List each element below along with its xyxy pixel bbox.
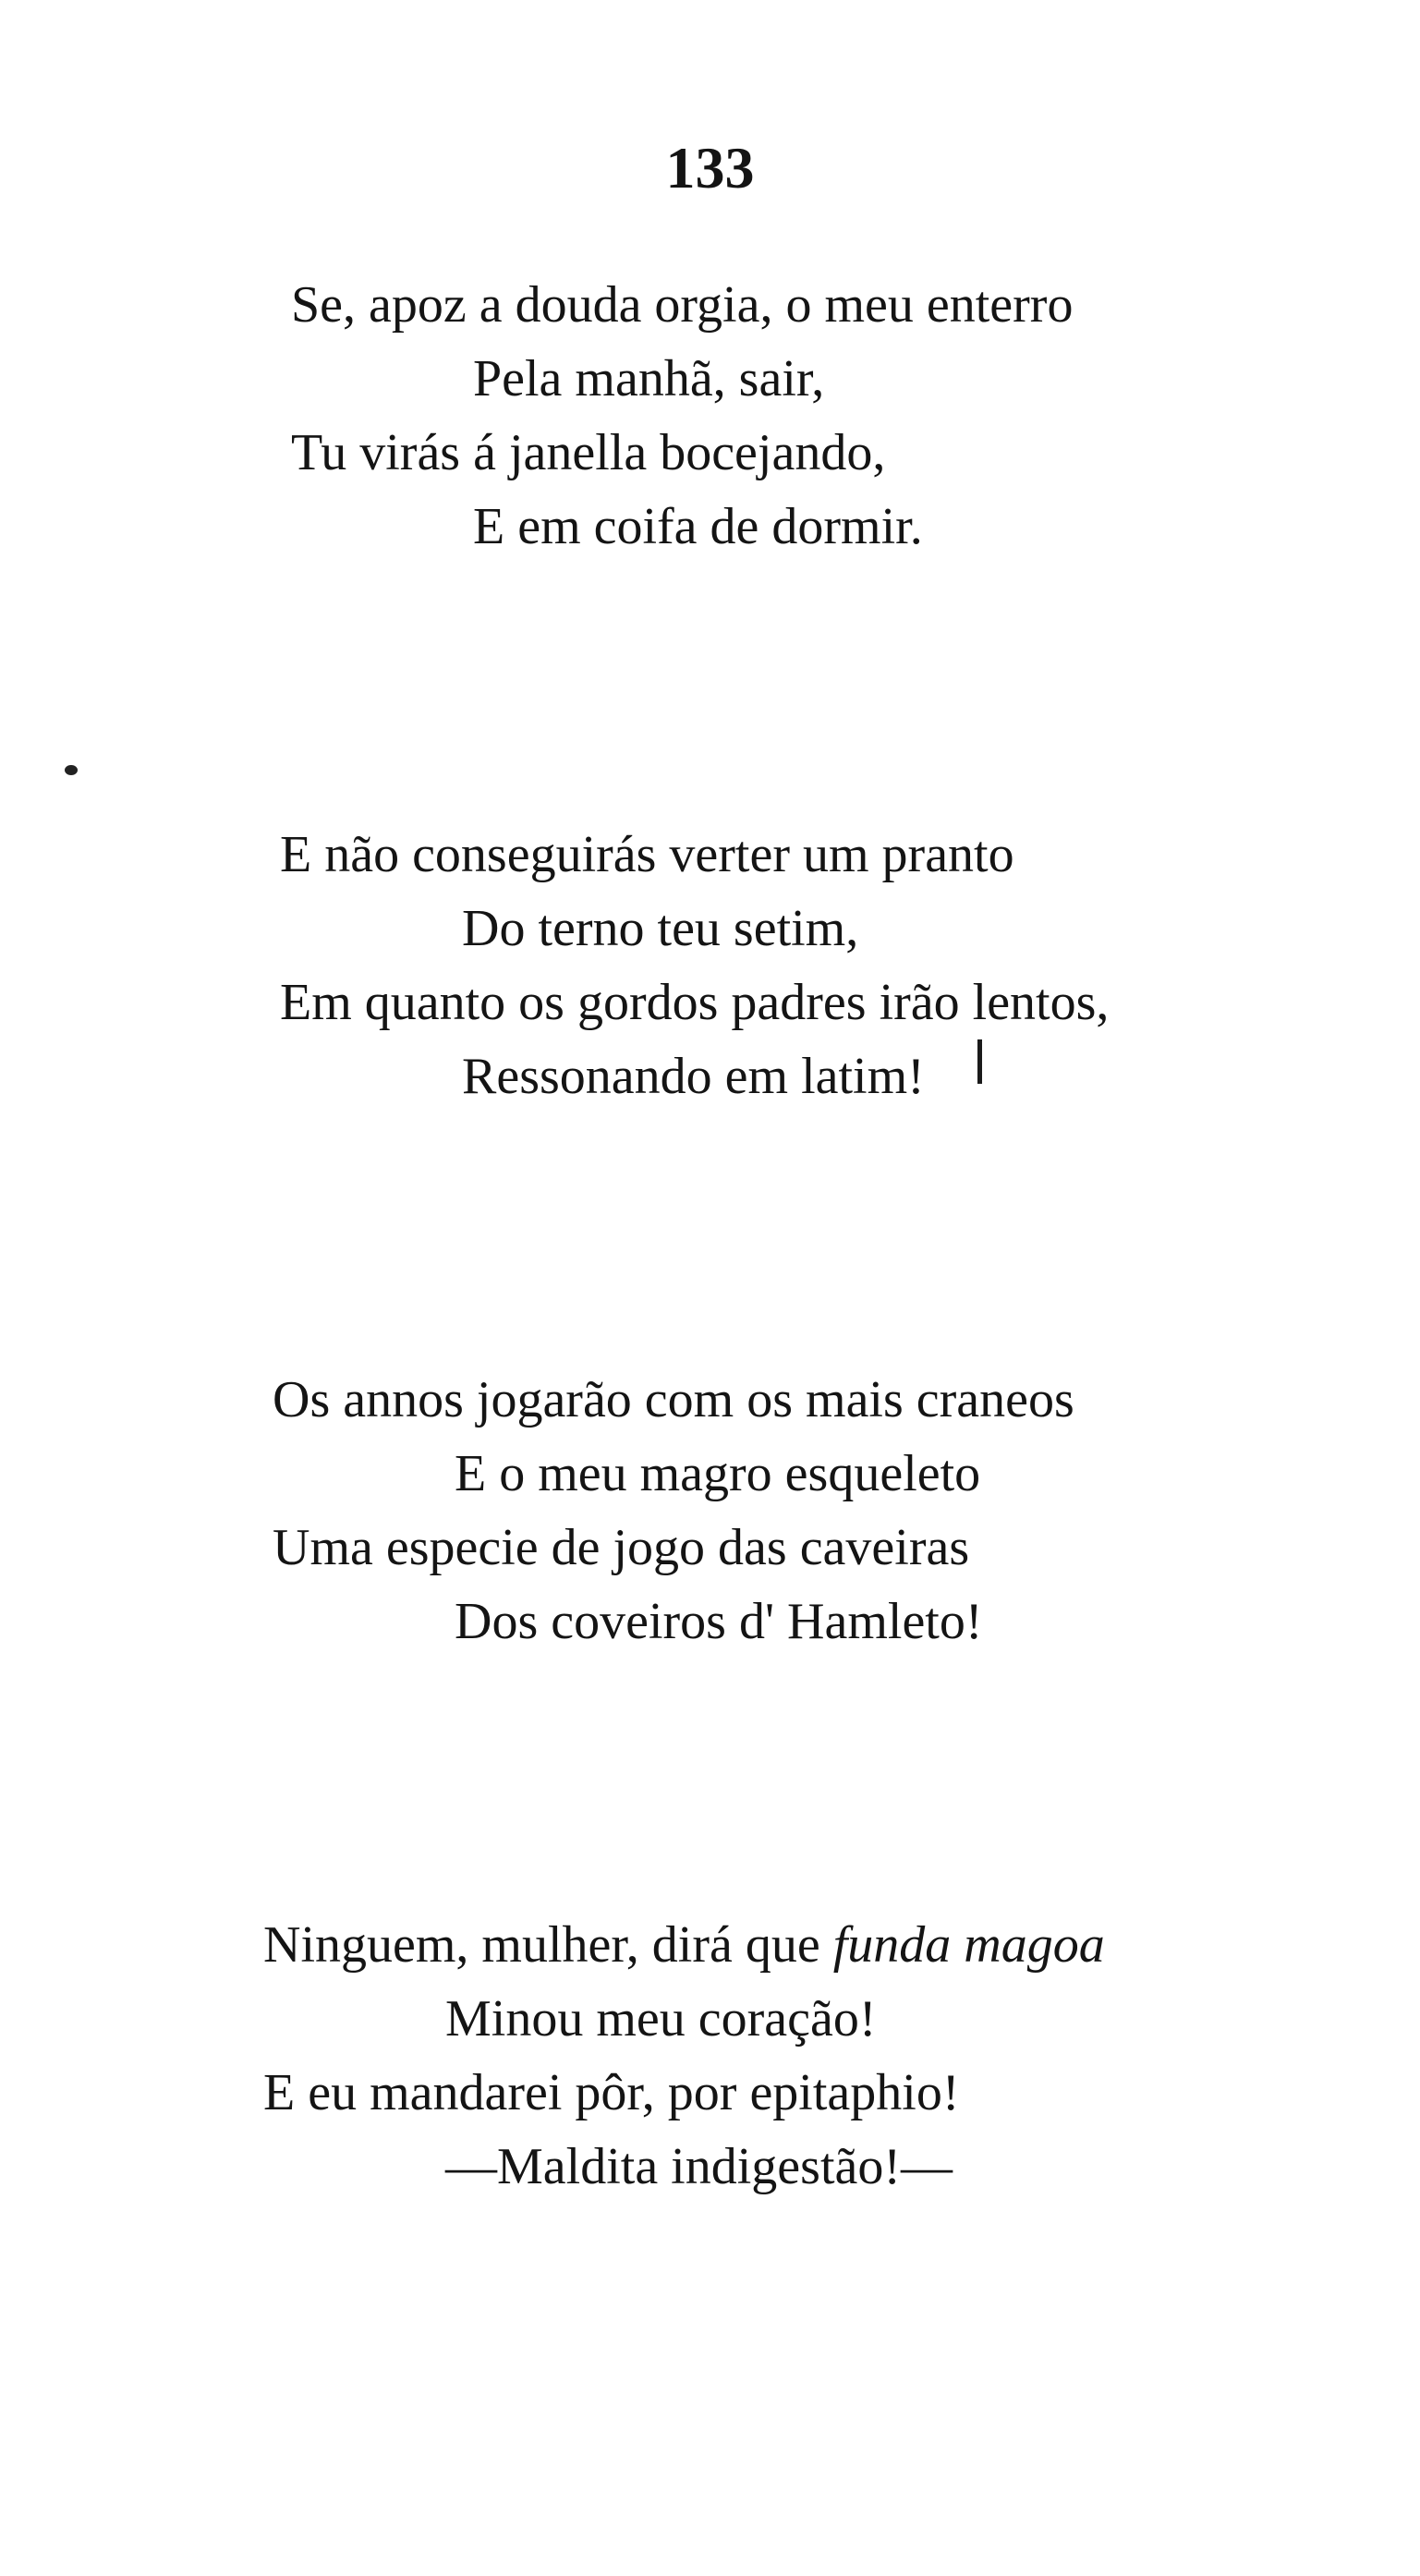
verse-line: E o meu magro esqueleto xyxy=(455,1445,981,1502)
verse-line: Uma especie de jogo das caveiras xyxy=(273,1519,970,1576)
stanza-3 xyxy=(273,1363,1074,1659)
verse-line: E em coifa de dormir. xyxy=(473,498,923,555)
verse-line: Os annos jogarão com os mais craneos xyxy=(273,1371,1074,1428)
verse-line: Do terno teu setim, xyxy=(462,900,859,957)
page-number: 133 xyxy=(665,135,755,200)
stanza-2 xyxy=(280,818,1109,1113)
verse-line: E não conseguirás verter um pranto xyxy=(280,826,1014,883)
verse-line: Dos coveiros d' Hamleto! xyxy=(455,1593,983,1650)
verse-line-text: Ninguem, mulher, dirá que xyxy=(263,1916,833,1974)
stanza-4 xyxy=(263,1908,1105,2204)
verse-line: Pela manhã, sair, xyxy=(473,350,825,407)
italic-phrase: funda magoa xyxy=(832,1916,1105,1974)
verse-line: Se, apoz a douda orgia, o meu enterro xyxy=(291,276,1074,334)
verse-line: —Maldita indigestão!— xyxy=(445,2138,953,2195)
verse-line: Em quanto os gordos padres irão lentos, xyxy=(280,974,1110,1031)
stanza-1 xyxy=(291,268,1073,564)
verse-line: Tu virás á janella bocejando, xyxy=(291,424,886,481)
verse-line: E eu mandarei pôr, por epitaphio! xyxy=(263,2064,960,2121)
verse-line: Ressonando em latim! xyxy=(462,1048,925,1105)
ink-speck xyxy=(65,765,78,775)
ink-mark xyxy=(977,1039,982,1084)
verse-line: Minou meu coração! xyxy=(445,1990,877,2047)
verse-line xyxy=(263,1908,1105,1982)
